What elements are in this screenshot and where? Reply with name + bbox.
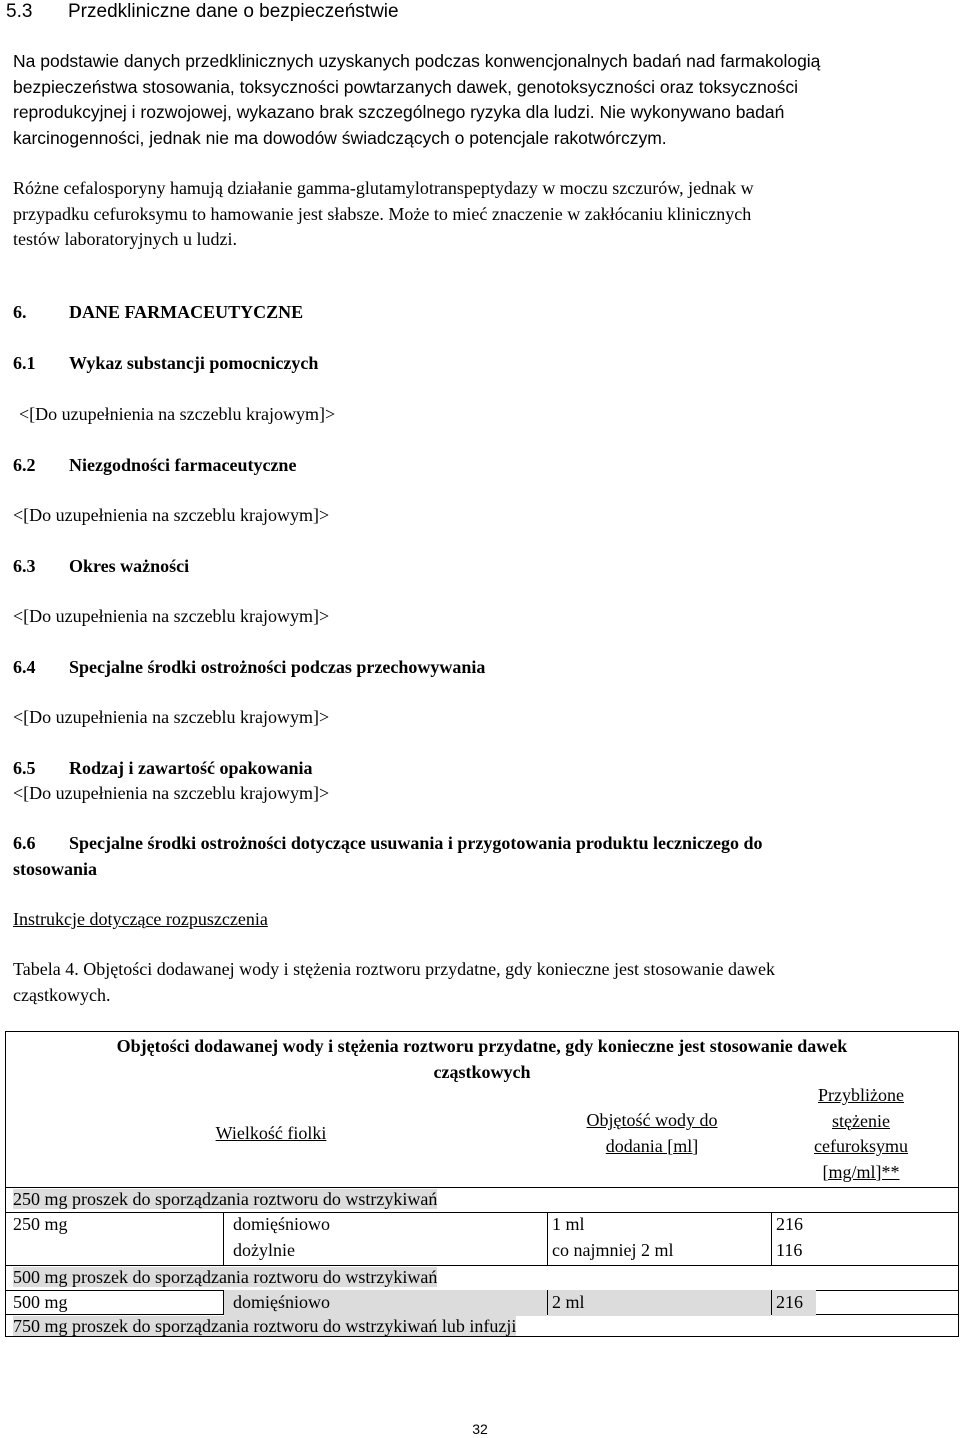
subsection-title: Rodzaj i zawartość opakowania xyxy=(69,758,313,778)
page-number: 32 xyxy=(472,1421,488,1437)
table-group-row xyxy=(13,1187,437,1213)
header-line: dodania [ml] xyxy=(605,1135,699,1156)
group-label: 750 mg proszek do sporządzania roztworu do wstrzykiwań lub infuzji xyxy=(13,1316,517,1336)
route-text: domięśniowo xyxy=(224,1290,547,1316)
header-line: stężenie xyxy=(832,1110,890,1131)
vial-size-cell: 250 mg xyxy=(13,1214,68,1234)
national-placeholder: <[Do uzupełnienia na szczeblu krajowym]> xyxy=(13,707,330,727)
column-header-vial: Wielkość fiolki xyxy=(215,1123,327,1143)
table-rule xyxy=(547,1212,548,1265)
subsection-65-heading xyxy=(13,756,313,781)
header-line xyxy=(771,1160,951,1186)
paragraph-line: testów laboratoryjnych u ludzi. xyxy=(13,229,237,249)
concentration-line: 116 xyxy=(776,1239,803,1260)
subsection-number: 6.1 xyxy=(13,353,36,373)
table-rule xyxy=(223,1212,224,1265)
paragraph-line: przypadku cefuroksymu to hamowanie jest słabsze. Może to mieć znaczenie w zakłócaniu klinicznych xyxy=(13,203,752,224)
section-number: 5.3 xyxy=(6,1,33,22)
concentration-cell xyxy=(772,1290,958,1316)
route-cell xyxy=(233,1212,330,1263)
caption-line: cząstkowych. xyxy=(13,984,111,1005)
header-line: Przybliżone xyxy=(818,1085,904,1105)
paragraph-line: reprodukcyjnej i rozwojowej, wykazano brak szczególnego ryzyka dla ludzi. Nie wykonywano badań xyxy=(13,102,785,122)
national-placeholder: <[Do uzupełnienia na szczeblu krajowym]> xyxy=(13,783,330,803)
table-caption xyxy=(13,957,775,1008)
subsection-number: 6.2 xyxy=(13,455,36,475)
subsection-number: 6.3 xyxy=(13,556,36,576)
instructions-heading: Instrukcje dotyczące rozpuszczenia xyxy=(13,909,268,929)
subsection-number: 6.6 xyxy=(13,833,36,853)
subsection-number: 6.5 xyxy=(13,758,36,778)
national-placeholder: <[Do uzupełnienia na szczeblu krajowym]> xyxy=(19,404,336,424)
water-line: co najmniej 2 ml xyxy=(552,1239,674,1260)
subsection-66-heading xyxy=(13,831,763,882)
group-label: 500 mg proszek do sporządzania roztworu do wstrzykiwań xyxy=(13,1267,438,1287)
paragraph-line: Różne cefalosporyny hamują działanie gamma-glutamylotranspeptydazy w moczu szczurów, jednak w xyxy=(13,178,754,198)
subsection-title: Okres ważności xyxy=(69,556,190,576)
subsection-62-heading xyxy=(13,453,296,478)
table-title xyxy=(6,1034,958,1085)
section-6-heading xyxy=(13,300,303,325)
national-placeholder: <[Do uzupełnienia na szczeblu krajowym]> xyxy=(13,606,330,626)
safety-paragraph-2 xyxy=(13,176,754,253)
vial-size-cell: 500 mg xyxy=(13,1292,68,1312)
header-line-text: [mg/ml]** xyxy=(822,1161,900,1182)
subsection-title: Specjalne środki ostrożności dotyczące usuwania i przygotowania produktu leczniczego do xyxy=(69,833,763,853)
table-rule xyxy=(771,1212,772,1265)
route-cell xyxy=(224,1290,547,1316)
section-title: DANE FARMACEUTYCZNE xyxy=(69,302,304,322)
subsection-title-continued: stosowania xyxy=(13,858,98,879)
section-53-heading xyxy=(6,0,399,24)
column-header-concentration xyxy=(771,1083,951,1185)
route-line: dożylnie xyxy=(233,1239,295,1260)
paragraph-line: bezpieczeństwa stosowania, toksyczności powtarzanych dawek, genotoksyczności oraz toksyczności xyxy=(13,76,798,97)
section-title: Przedkliniczne dane o bezpieczeństwie xyxy=(68,1,399,22)
water-text: 2 ml xyxy=(548,1290,771,1316)
safety-paragraph-1 xyxy=(13,49,820,151)
caption-line: Tabela 4. Objętości dodawanej wody i stężenia roztworu przydatne, gdy konieczne jest stosowanie dawek xyxy=(13,959,775,979)
subsection-63-heading xyxy=(13,554,189,579)
national-placeholder: <[Do uzupełnienia na szczeblu krajowym]> xyxy=(13,505,330,525)
subsection-number: 6.4 xyxy=(13,657,36,677)
header-line: cefuroksymu xyxy=(814,1136,908,1156)
subsection-title: Wykaz substancji pomocniczych xyxy=(69,353,319,373)
subsection-61-heading xyxy=(13,351,318,376)
group-label: 250 mg proszek do sporządzania roztworu do wstrzykiwań xyxy=(13,1189,438,1209)
water-line: 1 ml xyxy=(552,1214,585,1234)
subsection-64-heading xyxy=(13,655,485,680)
paragraph-line: Na podstawie danych przedklinicznych uzyskanych podczas konwencjonalnych badań nad farmakologią xyxy=(13,51,821,71)
table-group-row xyxy=(13,1314,516,1340)
subsection-title: Specjalne środki ostrożności podczas przechowywania xyxy=(69,657,486,677)
dilution-table xyxy=(5,1031,959,1337)
column-header-water xyxy=(547,1108,757,1159)
concentration-cell xyxy=(776,1212,803,1263)
subsection-title: Niezgodności farmaceutyczne xyxy=(69,455,297,475)
water-volume-cell xyxy=(548,1290,771,1316)
section-number: 6. xyxy=(13,302,27,322)
table-group-row xyxy=(13,1265,437,1291)
header-line: Objętość wody do xyxy=(586,1110,718,1130)
route-line: domięśniowo xyxy=(233,1214,330,1234)
paragraph-line: karcinogenności, jednak nie ma dowodów świadczących o potencjale rakotwórczym. xyxy=(13,127,667,148)
concentration-text: 216 xyxy=(772,1290,816,1316)
concentration-line: 216 xyxy=(776,1214,803,1234)
table-title-line: Objętości dodawanej wody i stężenia roztworu przydatne, gdy konieczne jest stosowanie dawek xyxy=(116,1036,848,1056)
water-volume-cell xyxy=(552,1212,673,1263)
table-title-line: cząstkowych xyxy=(433,1061,531,1082)
